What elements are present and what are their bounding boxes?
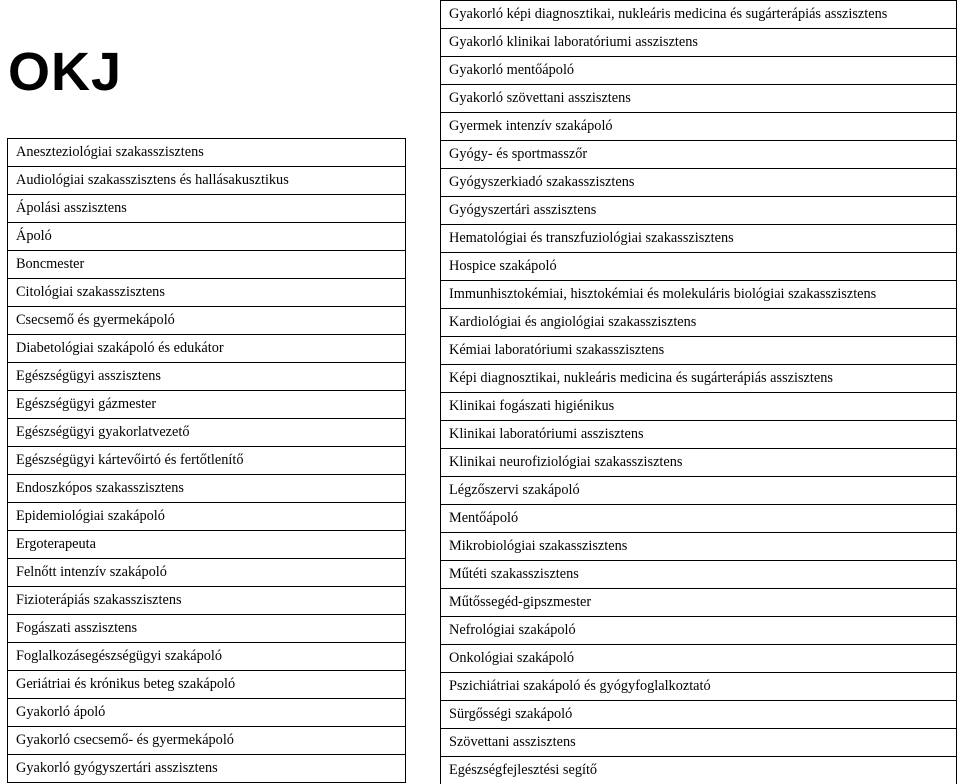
- page-title: OKJ: [8, 42, 123, 102]
- list-item: Foglalkozásegészségügyi szakápoló: [7, 643, 406, 671]
- list-item: Mentőápoló: [440, 505, 957, 533]
- list-item: Légzőszervi szakápoló: [440, 477, 957, 505]
- list-item: Onkológiai szakápoló: [440, 645, 957, 673]
- list-item: Epidemiológiai szakápoló: [7, 503, 406, 531]
- list-item: Mikrobiológiai szakasszisztens: [440, 533, 957, 561]
- list-item: Gyakorló mentőápoló: [440, 57, 957, 85]
- list-item: Hospice szakápoló: [440, 253, 957, 281]
- list-item: Képi diagnosztikai, nukleáris medicina és sugárterápiás asszisztens: [440, 365, 957, 393]
- list-item: Gyakorló gyógyszertári asszisztens: [7, 755, 406, 783]
- list-item: Audiológiai szakasszisztens és hallásakusztikus: [7, 167, 406, 195]
- list-item: Gyakorló képi diagnosztikai, nukleáris medicina és sugárterápiás asszisztens: [440, 1, 957, 29]
- list-item: Gyakorló ápoló: [7, 699, 406, 727]
- list-item: Fizioterápiás szakasszisztens: [7, 587, 406, 615]
- list-item: Ápolási asszisztens: [7, 195, 406, 223]
- list-item: Egészségügyi asszisztens: [7, 363, 406, 391]
- list-item: Gyakorló csecsemő- és gyermekápoló: [7, 727, 406, 755]
- list-item: Aneszteziológiai szakasszisztens: [7, 139, 406, 167]
- list-item: Egészségfejlesztési segítő: [440, 757, 957, 784]
- list-item: Felnőtt intenzív szakápoló: [7, 559, 406, 587]
- list-item: Gyógyszertári asszisztens: [440, 197, 957, 225]
- list-item: Ergoterapeuta: [7, 531, 406, 559]
- list-item: Szövettani asszisztens: [440, 729, 957, 757]
- left-occupation-list: [7, 138, 406, 783]
- list-item: Endoszkópos szakasszisztens: [7, 475, 406, 503]
- list-item: Sürgősségi szakápoló: [440, 701, 957, 729]
- list-item: Gyakorló klinikai laboratóriumi asszisztens: [440, 29, 957, 57]
- list-item: Csecsemő és gyermekápoló: [7, 307, 406, 335]
- list-item: Klinikai neurofiziológiai szakasszisztens: [440, 449, 957, 477]
- list-item: Citológiai szakasszisztens: [7, 279, 406, 307]
- list-item: Gyermek intenzív szakápoló: [440, 113, 957, 141]
- list-item: Ápoló: [7, 223, 406, 251]
- list-item: Fogászati asszisztens: [7, 615, 406, 643]
- list-item: Gyógyszerkiadó szakasszisztens: [440, 169, 957, 197]
- list-item: Klinikai fogászati higiénikus: [440, 393, 957, 421]
- list-item: Pszichiátriai szakápoló és gyógyfoglalkoztató: [440, 673, 957, 701]
- list-item: Műtőssegéd-gipszmester: [440, 589, 957, 617]
- right-occupation-list: [440, 0, 957, 784]
- list-item: Immunhisztokémiai, hisztokémiai és molekuláris biológiai szakasszisztens: [440, 281, 957, 309]
- list-item: Egészségügyi gázmester: [7, 391, 406, 419]
- list-item: Hematológiai és transzfuziológiai szakasszisztens: [440, 225, 957, 253]
- list-item: Műtéti szakasszisztens: [440, 561, 957, 589]
- list-item: Gyógy- és sportmasszőr: [440, 141, 957, 169]
- list-item: Klinikai laboratóriumi asszisztens: [440, 421, 957, 449]
- list-item: Egészségügyi kártevőirtó és fertőtlenítő: [7, 447, 406, 475]
- list-item: Diabetológiai szakápoló és edukátor: [7, 335, 406, 363]
- list-item: Boncmester: [7, 251, 406, 279]
- list-item: Kardiológiai és angiológiai szakasszisztens: [440, 309, 957, 337]
- list-item: Nefrológiai szakápoló: [440, 617, 957, 645]
- list-item: Egészségügyi gyakorlatvezető: [7, 419, 406, 447]
- list-item: Geriátriai és krónikus beteg szakápoló: [7, 671, 406, 699]
- list-item: Kémiai laboratóriumi szakasszisztens: [440, 337, 957, 365]
- list-item: Gyakorló szövettani asszisztens: [440, 85, 957, 113]
